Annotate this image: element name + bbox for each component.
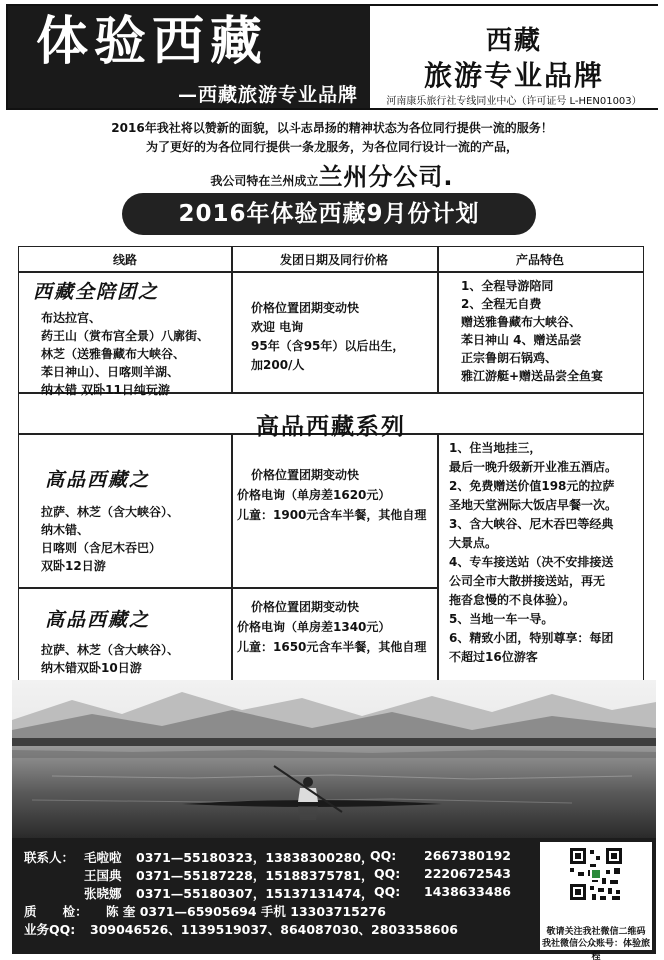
route-stops bbox=[41, 503, 231, 575]
agency-panel bbox=[370, 6, 658, 108]
feature-line: 1、全程导游陪同 bbox=[461, 279, 554, 293]
row-divider bbox=[19, 271, 643, 273]
plan-banner: 2016年体验西藏9月份计划 bbox=[122, 193, 536, 235]
feature-line: 圣地天堂洲际大饭店早餐一次。 bbox=[449, 498, 618, 512]
qq-label: QQ: bbox=[374, 866, 401, 881]
contact-qq: 2220672543 bbox=[424, 866, 511, 881]
contact-label: 联系人： bbox=[24, 850, 75, 865]
contact-footer bbox=[12, 838, 656, 960]
contact-name: 王国典 bbox=[84, 868, 122, 883]
price-line: 价格电询（单房差1620元） bbox=[237, 488, 391, 502]
header-features: 产品特色 bbox=[515, 253, 564, 267]
qq-label: QQ: bbox=[374, 884, 401, 899]
price-info bbox=[237, 465, 437, 525]
route-line: 药王山（赏布宫全景）八廓街、 bbox=[41, 329, 210, 343]
price-line: 加200/人 bbox=[251, 358, 305, 372]
route-stops bbox=[41, 309, 231, 399]
contact-phone: 0371—55180307，15137131474， bbox=[136, 886, 374, 901]
quality-label: 质 检： bbox=[24, 904, 88, 919]
agency-license: 河南康乐旅行社专线同业中心（许可证号 L-HEN01003） bbox=[386, 96, 642, 107]
branch-name: 兰州分公司. bbox=[318, 163, 454, 191]
itinerary-table bbox=[18, 246, 644, 706]
wechat-qr-code bbox=[540, 842, 652, 960]
route-line: 纳木错双卧10日游 bbox=[41, 661, 142, 675]
route-line: 日喀则（含尼木吞巴） bbox=[41, 541, 162, 555]
qq-label: QQ: bbox=[370, 848, 397, 863]
features-list bbox=[449, 439, 643, 667]
route-name: 高品西藏之 bbox=[45, 469, 151, 491]
section-title: 高品西藏系列 bbox=[256, 414, 406, 440]
contact-qq: 1438633486 bbox=[424, 884, 511, 899]
feature-line: 大景点。 bbox=[449, 536, 498, 550]
feature-line: 4、专车接送站（决不安排接送 bbox=[449, 555, 614, 569]
contact-name: 张晓娜 bbox=[84, 886, 122, 901]
price-line: 价格电询（单房差1340元） bbox=[237, 620, 391, 634]
feature-line: 公司全市大散拼接送站，再无 bbox=[449, 574, 606, 588]
price-line: 价格位置团期变动快 bbox=[251, 468, 360, 482]
feature-line: 不超过16位游客 bbox=[449, 650, 538, 664]
route-stops bbox=[41, 641, 231, 677]
route-name: 西藏全陪团之 bbox=[33, 281, 160, 303]
agency-line1: 西藏 bbox=[485, 26, 542, 56]
business-qq-label: 业务QQ: bbox=[24, 922, 76, 937]
feature-line: 5、当地一车一导。 bbox=[449, 612, 554, 626]
contact-phone: 0371—55180323，13838300280， bbox=[136, 850, 374, 865]
business-qq-list: 309046526、1139519037、864087030、2803358606 bbox=[90, 922, 459, 937]
contact-phone: 0371—55187228，15188375781， bbox=[136, 868, 374, 883]
feature-line: 6、精致小团，特别尊享：每团 bbox=[449, 631, 614, 645]
lake-landscape-image bbox=[12, 680, 656, 838]
header bbox=[6, 4, 658, 110]
price-line: 儿童：1650元含车半餐，其他自理 bbox=[237, 640, 427, 654]
col-divider bbox=[437, 247, 439, 392]
price-info bbox=[251, 299, 431, 375]
contact-qq: 2667380192 bbox=[424, 848, 511, 863]
price-line: 欢迎 电询 bbox=[251, 320, 304, 334]
lake-photo bbox=[12, 680, 656, 838]
brand-panel bbox=[8, 6, 370, 108]
feature-line: 2、全程无自费 bbox=[461, 297, 542, 311]
agency-line2: 旅游专业品牌 bbox=[423, 59, 604, 92]
route-line: 林芝（送雅鲁藏布大峡谷、 bbox=[41, 347, 186, 361]
contact-name: 毛啦啦 bbox=[84, 850, 122, 865]
qr-code-icon bbox=[540, 842, 652, 922]
intro-line3-prefix: 我公司特在兰州成立 bbox=[210, 174, 319, 188]
row-divider bbox=[19, 587, 437, 589]
price-line: 儿童：1900元含车半餐，其他自理 bbox=[237, 508, 427, 522]
brand-slogan: —西藏旅游专业品牌 bbox=[177, 84, 358, 106]
route-line: 双卧12日游 bbox=[41, 559, 106, 573]
feature-line: 1、住当地挂三， bbox=[449, 441, 542, 455]
price-line: 价格位置团期变动快 bbox=[251, 301, 360, 315]
col-divider bbox=[231, 433, 233, 705]
price-info bbox=[237, 597, 437, 657]
route-line: 纳木错 双卧11日纯玩游 bbox=[41, 383, 170, 397]
route-line: 拉萨、林芝（含大峡谷）、 bbox=[41, 505, 180, 519]
intro-line3 bbox=[0, 157, 664, 192]
col-divider bbox=[231, 247, 233, 392]
features-list bbox=[461, 277, 641, 385]
route-name: 高品西藏之 bbox=[45, 609, 151, 631]
route-line: 纳木错、 bbox=[41, 523, 90, 537]
feature-line: 苯日神山 4、赠送品尝 bbox=[461, 333, 582, 347]
col-divider bbox=[437, 433, 439, 705]
route-line: 布达拉宫、 bbox=[41, 311, 102, 325]
feature-line: 3、含大峡谷、尼木吞巴等经典 bbox=[449, 517, 614, 531]
feature-line: 2、免费赠送价值198元的拉萨 bbox=[449, 479, 615, 493]
header-route: 线路 bbox=[112, 253, 137, 267]
qr-caption-line1: 敬请关注我社微信二维码 bbox=[546, 927, 646, 937]
intro-line1: 2016年我社将以赞新的面貌，以斗志昂扬的精神状态为各位同行提供一流的服务！ bbox=[111, 121, 553, 135]
qr-caption-line2: 我社微信公众账号：体验旅程 bbox=[541, 939, 650, 960]
intro-line2: 为了更好的为各位同行提供一条龙服务，为各位同行设计一流的产品， bbox=[145, 140, 518, 154]
feature-line: 最后一晚升级新开业准五酒店。 bbox=[449, 460, 618, 474]
brand-title: 体验西藏 bbox=[36, 11, 269, 72]
price-line: 95年（含95年）以后出生， bbox=[251, 339, 405, 353]
feature-line: 雅江游艇+赠送品尝全鱼宴 bbox=[461, 369, 604, 383]
feature-line: 正宗鲁朗石锅鸡、 bbox=[461, 351, 558, 365]
header-price: 发团日期及同行价格 bbox=[279, 253, 388, 267]
feature-line: 拖沓怠慢的不良体验）。 bbox=[449, 593, 576, 607]
route-line: 苯日神山）、日喀则羊湖、 bbox=[41, 365, 180, 379]
quality-contact: 陈 奎 0371—65905694 手机 13303715276 bbox=[106, 904, 386, 919]
route-line: 拉萨、林芝（含大峡谷）、 bbox=[41, 643, 180, 657]
feature-line: 赠送雅鲁藏布大峡谷、 bbox=[461, 315, 582, 329]
price-line: 价格位置团期变动快 bbox=[251, 600, 360, 614]
